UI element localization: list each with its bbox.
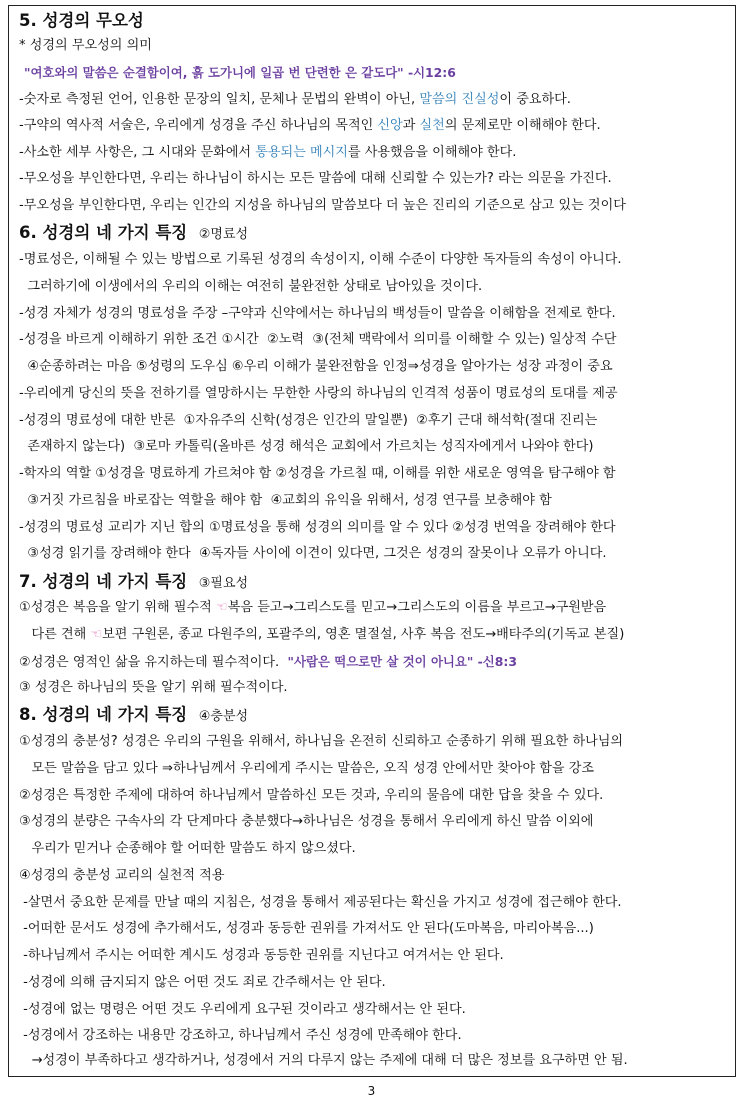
section-7-line: ②성경은 영적인 삶을 유지하는데 필수적이다. "사람은 떡으로만 살 것이 아니요" -신8:3 [19,654,517,670]
section-8-heading: 8. 성경의 네 가지 특징 ④충분성 [19,705,249,724]
section-8-line: -어떠한 문서도 성경에 추가해서도, 성경과 동등한 권위를 가져서도 안 된다(도마복음, 마리아복음...) [19,921,594,936]
section-6-line: -학자의 역할 ①성경을 명료하게 가르쳐야 함 ②성경을 가르칠 때, 이해를 위한 새로운 영역을 탐구해야 함 [19,466,616,481]
section-6-heading: 6. 성경의 네 가지 특징 ②명료성 [19,223,249,242]
page-number: 3 [367,1084,376,1098]
section-6-line: -성경의 명료성에 대한 반론 ①자유주의 신학(성경은 인간의 말일뿐) ②후기 근대 해석학(절대 진리는 [19,413,598,428]
section-5-line: -무오성을 부인한다면, 우리는 하나님이 하시는 모든 말씀에 대해 신뢰할 수 있는가? 라는 의문을 가진다. [19,171,612,186]
section-6-line: ③거짓 가르침을 바로잡는 역할을 해야 함 ④교회의 유익을 위해서, 성경 연구를 보충해야 함 [19,493,552,508]
section-6-line: -명료성은, 이해될 수 있는 방법으로 기록된 성경의 속성이지, 이해 수준이 다양한 독자들의 속성이 아니다. [19,252,622,267]
hand-pointer-icon: ☜ [90,627,103,642]
section-7-heading: 7. 성경의 네 가지 특징 ③필요성 [19,572,249,591]
section-8-line: -성경에서 강조하는 내용만 강조하고, 하나님께서 주신 성경에 만족해야 한다. [19,1028,462,1043]
section-8-line: -성경에 없는 명령은 어떤 것도 우리에게 요구된 것이라고 생각해서는 안 된다. [19,1002,466,1017]
section-5-quote: "여호와의 말씀은 순결함이여, 흙 도가니에 일곱 번 단련한 은 같도다" -시12:6 [24,65,456,80]
section-8-line: -성경에 의해 금지되지 않은 어떤 것도 죄로 간주해서는 안 된다. [19,975,386,990]
section-7-line: ①성경은 복음을 알기 위해 필수적 ☜복음 듣고→그리스도를 믿고→그리스도의 이름을 부르고→구원받음 [19,600,607,615]
section-5-line: -사소한 세부 사항은, 그 시대와 문화에서 통용되는 메시지를 사용했음을 이해해야 한다. [19,145,517,160]
section-6-line: -우리에게 당신의 뜻을 전하기를 열망하시는 무한한 사랑의 하나님의 인격적 성품이 명료성의 토대를 제공 [19,386,618,401]
section-8-line: -살면서 중요한 문제를 만날 때의 지침은, 성경을 통해서 제공된다는 확신을 가지고 성경에 접근해야 한다. [19,895,622,910]
section-6-line: 그러하기에 이생에서의 우리의 이해는 여전히 불완전한 상태로 남아있을 것이다. [19,279,483,294]
section-6-line: -성경의 명료성 교리가 지닌 합의 ①명료성을 통해 성경의 의미를 알 수 있다 ②성경 번역을 장려해야 한다 [19,520,616,535]
section-8-line: ①성경의 충분성? 성경은 우리의 구원을 위해서, 하나님을 온전히 신뢰하고 순종하기 위해 필요한 하나님의 [19,734,624,749]
section-8-line: ③성경의 분량은 구속사의 각 단계마다 충분했다→하나님은 성경을 통해서 우리에게 하신 말씀 이외에 [19,814,594,829]
section-8-line: →성경이 부족하다고 생각하거나, 성경에서 거의 다루지 않는 주제에 대해 더 많은 정보를 요구하면 안 됨. [19,1053,628,1068]
section-5-line: -구약의 역사적 서술은, 우리에게 성경을 주신 하나님의 목적인 신앙과 실천의 문제로만 이해해야 한다. [19,118,601,133]
hand-pointer-icon: ☜ [215,600,228,615]
section-8-line: -하나님께서 주시는 어떠한 계시도 성경과 동등한 권위를 지닌다고 여겨서는 안 된다. [19,948,504,963]
section-6-line: -성경 자체가 성경의 명료성을 주장 –구약과 신약에서는 하나님의 백성들이 말씀을 이해함을 전제로 한다. [19,306,616,321]
section-8-line: ④성경의 충분성 교리의 실천적 적용 [19,868,225,883]
section-8-line: ②성경은 특정한 주제에 대하여 하나님께서 말씀하신 모든 것과, 우리의 물음에 대한 답을 찾을 수 있다. [19,788,604,803]
section-7-line: ③ 성경은 하나님의 뜻을 알기 위해 필수적이다. [19,680,288,695]
page-border [8,5,736,1077]
section-5-line: -무오성을 부인한다면, 우리는 인간의 지성을 하나님의 말씀보다 더 높은 진리의 기준으로 삼고 있는 것이다 [19,198,626,213]
section-5-line: -숫자로 측정된 언어, 인용한 문장의 일치, 문체나 문법의 완벽이 아닌, 말씀의 진실성이 중요하다. [19,92,571,107]
section-7-line: 다른 견해 ☜보편 구원론, 종교 다원주의, 포괄주의, 영혼 멸절설, 사후 복음 전도→배타주의(기독교 본질) [19,627,625,642]
section-6-line: ④순종하려는 마음 ⑤성령의 도우심 ⑥우리 이해가 불완전함을 인정⇒성경을 알아가는 성장 과정이 중요 [19,359,613,374]
section-5-subtitle: * 성경의 무오성의 의미 [19,38,152,53]
section-6-line: 존재하지 않는다) ③로마 카톨릭(올바른 성경 해석은 교회에서 가르치는 성직자에게서 나와야 한다) [19,439,594,454]
section-8-line: 모든 말씀을 담고 있다 ⇒하나님께서 우리에게 주시는 말씀은, 오직 성경 안에서만 찾아야 함을 강조 [19,761,595,776]
section-8-line: 우리가 믿거나 순종해야 할 어떠한 말씀도 하지 않으셨다. [19,841,356,856]
section-5-heading: 5. 성경의 무오성 [19,11,144,30]
section-6-line: -성경을 바르게 이해하기 위한 조건 ①시간 ②노력 ③(전체 맥락에서 의미를 이해할 수 있는) 일상적 수단 [19,332,617,347]
section-6-line: ③성경 읽기를 장려해야 한다 ④독자들 사이에 이견이 있다면, 그것은 성경의 잘못이나 오류가 아니다. [19,546,607,561]
